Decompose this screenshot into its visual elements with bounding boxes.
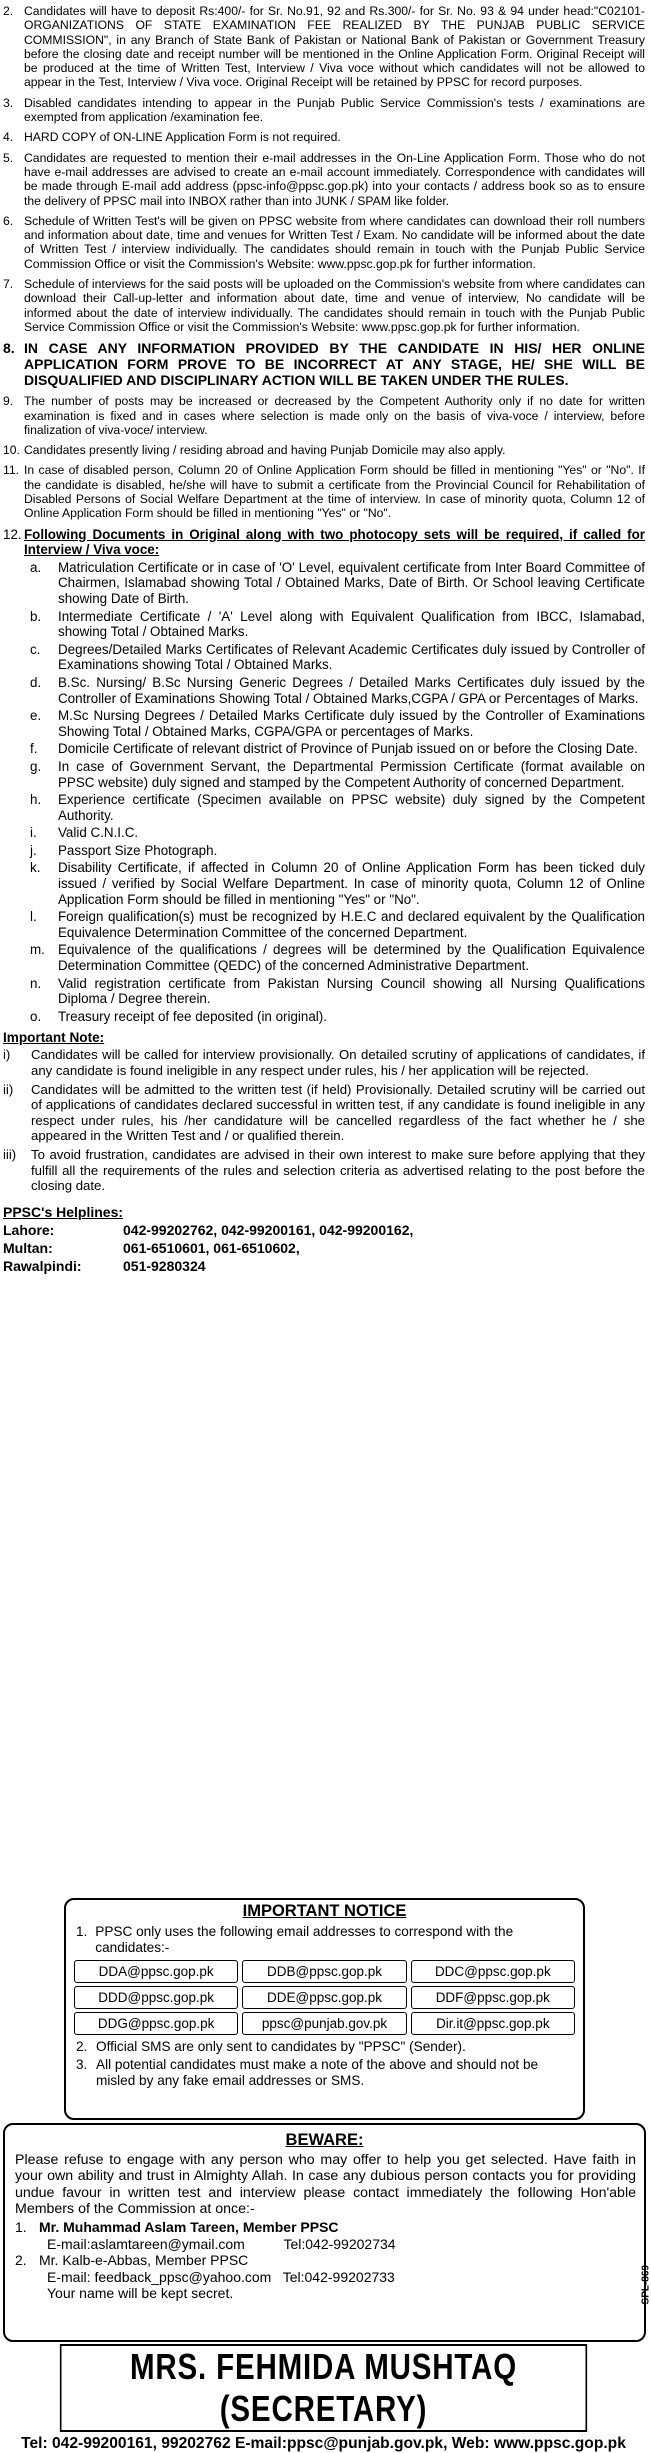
member-contact: E-mail: feedback_ppsc@yahoo.com Tel:042-99202733 bbox=[47, 2268, 395, 2285]
item-number: 5. bbox=[3, 150, 14, 165]
email-grid bbox=[74, 1960, 575, 2035]
email-address: DDF@ppsc.gop.pk bbox=[411, 1986, 575, 2009]
beware-text: Please refuse to engage with any person who may offer to help you get selected. Have faith in your own ability and trust in Almighty Allah. In case any dubious person contacts you for providing undue favour in written test and interview please contact immediately the following Hon'able Members of the Commission at once:- bbox=[15, 2152, 636, 2217]
item-text: Schedule of interviews for the said posts will be uploaded on the Commission's website from where candidates can download their Call-up-letter and information about date, time and venue of interview, No candidate will be informed about the date of interview individually. The candidates should remain in touch with the Punjab Public Service Commission Office or visit the Commission's Website: www.ppsc.gop.pk for further information. bbox=[24, 277, 645, 334]
item-text: Candidates presently living / residing abroad and having Punjab Domicile may also apply. bbox=[24, 443, 506, 458]
document-text: Degrees/Detailed Marks Certificates of Relevant Academic Certificates duly issued by Controller of Examinations showing Total / Obtained Marks. bbox=[58, 641, 645, 673]
note-text: Candidates will be called for interview provisionally. On detailed scrutiny of applications of candidates, if any candidate is found ineligible in any respect under rules, his / her application will be rejected. bbox=[31, 1047, 645, 1078]
document-letter: m. bbox=[30, 942, 45, 958]
item-number: 6. bbox=[3, 213, 14, 228]
item-number: 2. bbox=[3, 4, 14, 18]
item-number: 9. bbox=[3, 394, 14, 409]
document-letter: c. bbox=[30, 641, 41, 657]
document-text: Disability Certificate, if affected in Column 20 of Online Application Form has been ticked duly issued / verified by Social Welfare Department. In case of minority quota, Column 12 of Online Application Form should be filled in mentioning "Yes" or "No". bbox=[58, 860, 645, 907]
email-address: DDA@ppsc.gop.pk bbox=[74, 1960, 238, 1983]
document-letter: e. bbox=[30, 708, 42, 724]
document-text: Passport Size Photograph. bbox=[58, 842, 218, 858]
item-text: Disabled candidates intending to appear in the Punjab Public Service Commission's tests / examinations are exempted from application /examination fee. bbox=[24, 95, 645, 125]
document-item bbox=[24, 609, 645, 640]
helpline-city: Multan: bbox=[3, 1240, 53, 1257]
document-text: Treasury receipt of fee deposited (in original). bbox=[58, 1008, 327, 1024]
item-text: The number of posts may be increased or decreased by the Competent Authority only if no date for written examination is fixed and in cases where selection is made only on the basis of viva-voce / interview, before finalization of viva-voce/ interview. bbox=[24, 394, 645, 437]
note-item bbox=[0, 1047, 649, 1078]
document-item bbox=[24, 642, 645, 673]
instruction-item bbox=[0, 130, 649, 144]
note-item bbox=[0, 1147, 649, 1193]
document-text: Intermediate Certificate / 'A' Level along with Equivalent Qualification from IBCC, Islamabad, showing Total / Obtained Marks. bbox=[58, 608, 645, 640]
notice-text: PPSC only uses the following email addresses to correspond with the candidates:- bbox=[95, 1924, 514, 1955]
document-text: Valid registration certificate from Pakistan Nursing Council showing all Nursing Qualifications Diploma / Degree therein. bbox=[58, 975, 645, 1007]
document-text: Foreign qualification(s) must be recognized by H.E.C and declared equivalent by the Qualification Equivalence Determination Committee of the concerned Department. bbox=[58, 909, 645, 940]
item-number: 8. bbox=[3, 340, 15, 357]
document-letter: b. bbox=[30, 608, 42, 624]
notice-number: 2. bbox=[76, 2039, 88, 2054]
document-letter: j. bbox=[30, 842, 37, 858]
instruction-item bbox=[0, 443, 649, 457]
document-item bbox=[24, 942, 645, 973]
member-number: 1. bbox=[15, 2219, 27, 2236]
member-number: 2. bbox=[15, 2252, 27, 2269]
document-text: Valid C.N.I.C. bbox=[58, 825, 139, 841]
instruction-item-warning bbox=[0, 340, 649, 388]
instruction-item bbox=[0, 214, 649, 271]
important-notice-box bbox=[64, 1898, 585, 2120]
document-text: Equivalence of the qualifications / degrees will be determined by the Qualification Equivalence Determination Committee (QEDC) of the concerned Administrative Department. bbox=[58, 942, 645, 974]
item-text: In case of disabled person, Column 20 of Online Application Form should be filled in mentioning "Yes" or "No". If the candidate is disabled, he/she will have to submit a certificate from the Provincial Council for Rehabilitation of Disabled Persons of Social Welfare Department at the time of interview. In case of minority quota, Column 12 of Online Application Form should be filled in mentioning "Yes" or "No". bbox=[24, 463, 645, 521]
important-note-heading: Important Note: bbox=[3, 1030, 105, 1046]
item-text: Schedule of Written Test's will be given on PPSC website from where candidates can download their roll numbers and information about date, time and venues for Written Test / Exam. No candidate will be informed about the date of Written Test / interview individually. The candidates should remain in touch with the Punjab Public Service Commission Office or visit the Commission's Website: www.ppsc.gop.pk for further information. bbox=[24, 213, 645, 271]
document-item bbox=[24, 843, 645, 859]
document-letter: d. bbox=[30, 674, 42, 690]
email-address: Dir.it@ppsc.gop.pk bbox=[411, 2012, 575, 2035]
email-address: ppsc@punjab.gov.pk bbox=[242, 2012, 406, 2035]
helpline-city: Lahore: bbox=[3, 1222, 55, 1239]
document-item bbox=[24, 909, 645, 940]
helpline-numbers: 051-9280324 bbox=[123, 1258, 206, 1275]
documents-heading: Following Documents in Original along with two photocopy sets will be required, if called for Interview / Viva voce: bbox=[24, 526, 645, 558]
notice-text: All potential candidates must make a note of the above and should not be misled by any fake email addresses or SMS. bbox=[96, 2057, 539, 2088]
document-letter: l. bbox=[30, 909, 37, 925]
document-text: B.Sc. Nursing/ B.Sc Nursing Generic Degrees / Detailed Marks Certificates duly issued by the Controller of Examinations Showing Total / Obtained Marks,CGPA / GPA or Percentages of Marks. bbox=[58, 674, 645, 706]
email-address: DDG@ppsc.gop.pk bbox=[74, 2012, 238, 2035]
helpline-numbers: 061-6510601, 061-6510602, bbox=[123, 1240, 300, 1257]
beware-title: BEWARE: bbox=[285, 2131, 364, 2149]
helpline-numbers: 042-99202762, 042-99200161, 042-99200162, bbox=[123, 1222, 414, 1239]
item-number: 12. bbox=[3, 526, 22, 542]
secretary-name: MRS. FEHMIDA MUSHTAQ (SECRETARY) bbox=[60, 2344, 587, 2432]
member-name: Mr. Kalb-e-Abbas, Member PPSC bbox=[39, 2252, 249, 2269]
item-text: IN CASE ANY INFORMATION PROVIDED BY THE CANDIDATE IN HIS/ HER ONLINE APPLICATION FORM PROVE TO BE INCORRECT AT ANY STAGE, HE/ SHE WILL BE DISQUALIFIED AND DISCIPLINARY ACTION WILL BE TAKEN UNDER THE RULES. bbox=[24, 340, 645, 389]
important-note-section bbox=[0, 1030, 649, 1193]
item-number: 4. bbox=[3, 130, 14, 145]
document-letter: o. bbox=[30, 1008, 42, 1024]
documents-section bbox=[0, 527, 649, 1025]
notice-title: IMPORTANT NOTICE bbox=[242, 1902, 407, 1920]
helplines-section bbox=[0, 1203, 649, 1275]
document-letter: k. bbox=[30, 860, 41, 876]
document-item bbox=[24, 825, 645, 841]
note-text: Candidates will be admitted to the written test (if held) Provisionally. Detailed scrutiny will be carried out of applications of candidates declared successful in written test, if any candidate is found ineligible in any respect under rules, his /her candidature will be cancelled regardless of the fact whether he / she appeared in the Written Test and / or qualified therein. bbox=[31, 1082, 645, 1143]
helpline-row bbox=[0, 1221, 649, 1239]
document-text: Domicile Certificate of relevant district of Province of Punjab issued on or before the Closing Date. bbox=[58, 741, 638, 757]
item-text: Candidates will have to deposit Rs:400/- for Sr. No.91, 92 and Rs.300/- for Sr. No. 93 & 94 under head:"C02101-ORGANIZATIONS OF STATE EXAMINATION FEE REALIZED BY THE PUNJAB PUBLIC SERVICE COMMISSION", in any Branch of State Bank of Pakistan or National Bank of Pakistan or Government Treasury before the closing date and receipt number will be mentioned in the Online Application Form. Original Receipt will be produced at the time of Written Test, Interview / Viva voce without which candidates will not be allowed to appear in the Test, Interview / Viva voce. Original Receipt will be retained by PPSC for record purposes. bbox=[24, 4, 645, 90]
document-item bbox=[24, 708, 645, 739]
document-text: M.Sc Nursing Degrees / Detailed Marks Certificate duly issued by the Controller of Examinations Showing Total / Obtained Marks, CGPA/GPA or percentages of Marks. bbox=[58, 708, 645, 739]
instructions-list bbox=[0, 4, 649, 1275]
notice-number: 1. bbox=[76, 1924, 88, 1939]
document-item bbox=[24, 976, 645, 1007]
secrecy-note: Your name will be kept secret. bbox=[47, 2285, 234, 2302]
helpline-row bbox=[0, 1239, 649, 1257]
helpline-city: Rawalpindi: bbox=[3, 1258, 82, 1275]
member-name: Mr. Muhammad Aslam Tareen, Member PPSC bbox=[39, 2219, 339, 2236]
item-number: 3. bbox=[3, 95, 14, 110]
document-item bbox=[24, 1009, 645, 1025]
footer bbox=[2, 2344, 645, 2453]
document-letter: g. bbox=[30, 758, 42, 774]
document-item bbox=[24, 860, 645, 907]
notice-text: Official SMS are only sent to candidates by "PPSC" (Sender). bbox=[96, 2039, 466, 2054]
document-text: In case of Government Servant, the Departmental Permission Certificate (format available on PPSC website) duly signed and stamped by the Competent Authority of concerned Department. bbox=[58, 758, 645, 790]
document-letter: i. bbox=[30, 825, 37, 841]
instruction-item bbox=[0, 394, 649, 437]
note-marker: i) bbox=[3, 1047, 11, 1063]
document-letter: f. bbox=[30, 741, 38, 757]
footer-contact: Tel: 042-99200161, 99202762 E-mail:ppsc@punjab.gov.pk, Web: www.ppsc.gop.pk bbox=[21, 2435, 626, 2452]
note-marker: ii) bbox=[3, 1082, 14, 1098]
document-letter: h. bbox=[30, 792, 42, 808]
instruction-item bbox=[0, 151, 649, 208]
document-letter: a. bbox=[30, 559, 42, 575]
document-letter: n. bbox=[30, 975, 42, 991]
document-item bbox=[24, 759, 645, 790]
note-marker: iii) bbox=[3, 1147, 17, 1163]
document-item bbox=[24, 741, 645, 757]
item-number: 7. bbox=[3, 277, 14, 292]
document-item bbox=[24, 675, 645, 706]
email-address: DDE@ppsc.gop.pk bbox=[242, 1986, 406, 2009]
email-address: DDB@ppsc.gop.pk bbox=[242, 1960, 406, 1983]
instruction-item bbox=[0, 4, 649, 90]
item-number: 10. bbox=[3, 443, 20, 458]
instruction-item bbox=[0, 463, 649, 520]
document-text: Experience certificate (Specimen available on PPSC website) duly signed by the Competent Authority. bbox=[58, 792, 645, 823]
ad-code: SPL-869 bbox=[640, 2265, 651, 2305]
document-item bbox=[24, 792, 645, 823]
document-item bbox=[24, 560, 645, 607]
beware-box bbox=[3, 2123, 651, 2342]
email-address: DDD@ppsc.gop.pk bbox=[74, 1986, 238, 2009]
instruction-item bbox=[0, 96, 649, 125]
helplines-heading: PPSC's Helplines: bbox=[3, 1204, 124, 1221]
notice-number: 3. bbox=[76, 2057, 88, 2072]
email-address: DDC@ppsc.gop.pk bbox=[411, 1960, 575, 1983]
helpline-row bbox=[0, 1257, 649, 1275]
note-item bbox=[0, 1082, 649, 1143]
document-text: Matriculation Certificate or in case of 'O' Level, equivalent certificate from Inter Board Committee of Chairmen, Islamabad showing Total / Obtained Marks, Date of Birth. Or School leaving Certificate showing Date of Birth. bbox=[58, 559, 645, 606]
item-number: 11. bbox=[3, 463, 20, 478]
instruction-item bbox=[0, 277, 649, 334]
item-text: HARD COPY of ON-LINE Application Form is not required. bbox=[24, 130, 341, 145]
note-text: To avoid frustration, candidates are advised in their own interest to make sure before applying that they fulfill all the requirements of the rules and selection criteria as advertised relating to the post before the closing date. bbox=[31, 1147, 645, 1193]
item-text: Candidates are requested to mention their e-mail addresses in the On-Line Application Form. Those who do not have e-mail addresses are advised to create an e-mail account immediately. Correspondence with candidates will be made through E-mail add address (ppsc-info@ppsc.gop.pk) into your contacts / address book so as to ensure the delivery of PPSC mail into INBOX rather than into JUNK / SPAM like folder. bbox=[24, 150, 645, 208]
member-contact: E-mail:aslamtareen@ymail.com Tel:042-99202734 bbox=[47, 2235, 396, 2252]
